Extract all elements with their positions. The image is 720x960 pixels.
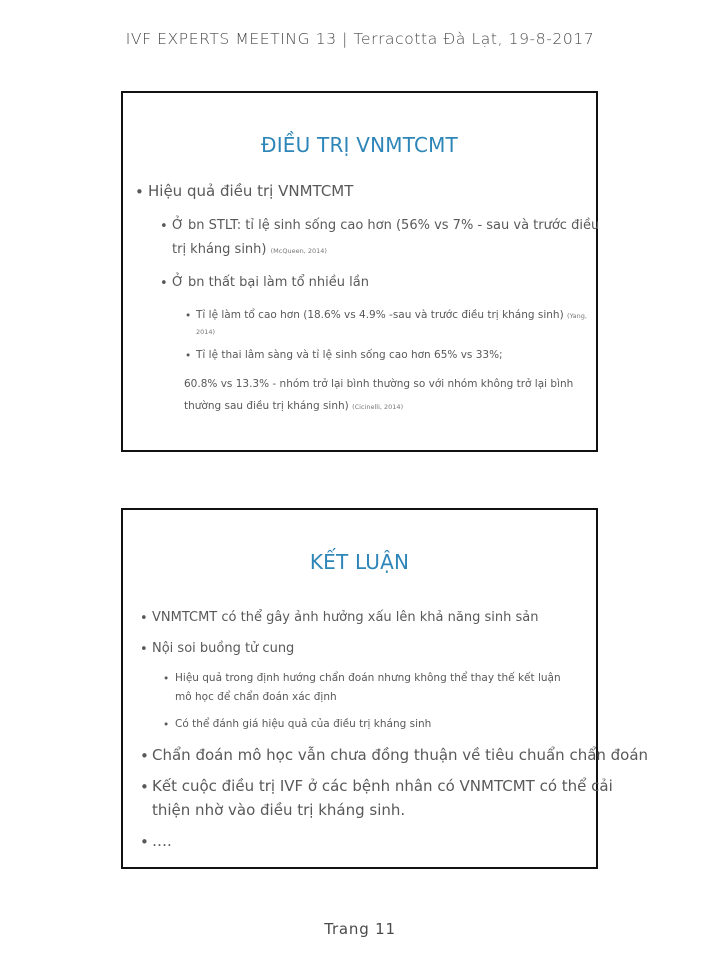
level1-item: VNMTCMT có thể gây ảnh hưởng xấu lên khả năng sinh sản — [152, 610, 539, 625]
slide-title: ĐIỀU TRỊ VNMTCMT — [261, 133, 458, 157]
level1-item: Nội soi buồng tử cung — [152, 641, 295, 656]
level1-item: Hiệu quả điều trị VNMTCMT — [148, 182, 354, 200]
level3-item — [196, 309, 587, 321]
paragraph-text: thường sau điều trị kháng sinh) — [184, 400, 349, 412]
page-header: IVF EXPERTS MEETING 13 | Terracotta Đà Lạt, 19-8-2017 — [125, 30, 595, 48]
level3-text: Tỉ lệ làm tổ cao hơn (18.6% vs 4.9% -sau và trước điều trị kháng sinh) — [196, 309, 564, 321]
level1-item: Chẩn đoán mô học vẫn chưa đồng thuận về tiêu chuẩn chẩn đoán — [152, 746, 649, 764]
citation: (Cicinelli, 2014) — [352, 403, 404, 411]
slide-conclusion — [121, 508, 649, 869]
level2-item: Ở bn thất bại làm tổ nhiều lần — [172, 275, 369, 290]
bullet-icon: • — [140, 611, 148, 626]
bullet-icon: • — [163, 719, 170, 731]
citation: 2014) — [196, 328, 216, 336]
citation: (McQueen, 2014) — [270, 247, 327, 255]
level2-item: Hiệu quả trong định hướng chẩn đoán nhưng không thể thay thế kết luận — [175, 672, 561, 684]
bullet-icon: • — [185, 310, 192, 322]
bullet-icon: • — [185, 350, 192, 362]
level2-item: Có thể đánh giá hiệu quả của điều trị kháng sinh — [175, 718, 432, 730]
bullet-icon: • — [135, 183, 144, 201]
level1-item: Kết cuộc điều trị IVF ở các bệnh nhân có VNMTCMT có thể cải — [152, 777, 613, 795]
bullet-icon: • — [140, 833, 149, 851]
level1-item: …. — [152, 832, 172, 850]
bullet-icon: • — [140, 747, 149, 765]
citation: (Yang, — [567, 312, 587, 320]
slide-treatment — [121, 91, 598, 452]
bullet-icon: • — [160, 276, 168, 291]
bullet-icon: • — [163, 673, 170, 685]
bullet-icon: • — [160, 219, 168, 234]
level1-item-cont: thiện nhờ vào điều trị kháng sinh. — [152, 801, 406, 819]
level2-item-cont — [172, 242, 327, 257]
paragraph: 60.8% vs 13.3% - nhóm trở lại bình thường so với nhóm không trở lại bình — [184, 378, 574, 390]
level2-text: trị kháng sinh) — [172, 242, 267, 257]
level2-item-cont: mô học để chẩn đoán xác định — [175, 691, 337, 703]
bullet-icon: • — [140, 778, 149, 796]
page-number: Trang 11 — [324, 920, 396, 938]
level3-item: Tỉ lệ thai lâm sàng và tỉ lệ sinh sống cao hơn 65% vs 33%; — [196, 349, 503, 361]
slide-title: KẾT LUẬN — [309, 550, 410, 574]
level2-item: Ở bn STLT: tỉ lệ sinh sống cao hơn (56% vs 7% - sau và trước điều — [172, 218, 600, 233]
bullet-icon: • — [140, 642, 148, 657]
paragraph-cont — [184, 400, 403, 412]
